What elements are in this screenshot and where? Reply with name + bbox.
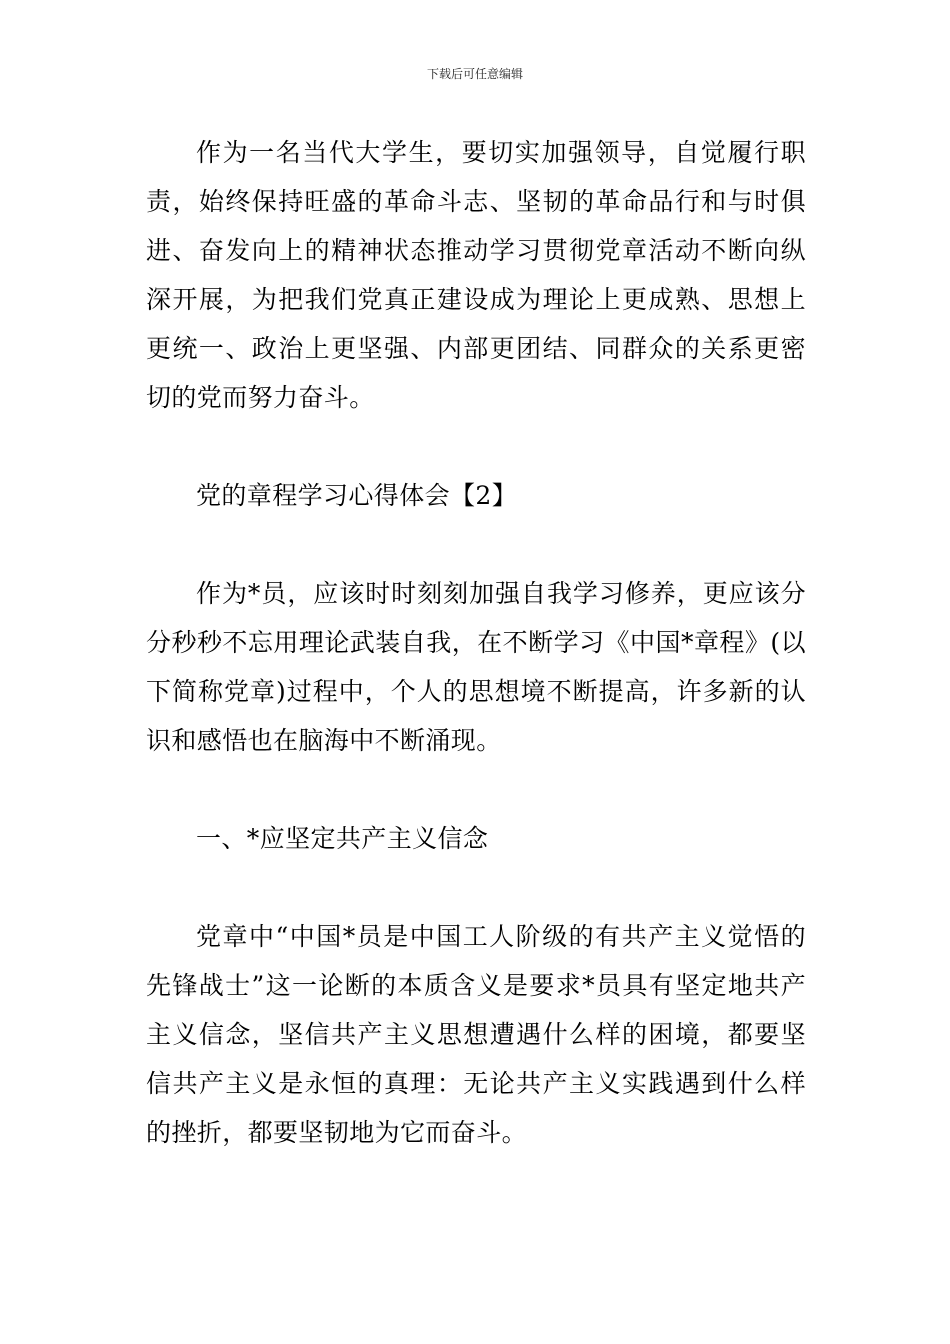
paragraph-gap: [146, 422, 806, 471]
paragraph-gap: [146, 520, 806, 569]
paragraph-study: 作为*员，应该时时刻刻加强自我学习修养，更应该分分秒秒不忘用理论武装自我，在不断学习《中国*章程》(以下简称党章)过程中，个人的思想境不断提高，许多新的认识和感悟也在脑海中不断涌现。: [146, 579, 806, 755]
paragraph-gap: [146, 765, 806, 814]
paragraph-gap: [146, 863, 806, 912]
subheading-belief: 一、*应坚定共产主义信念: [196, 824, 489, 853]
header-note: 下载后可任意编辑: [426, 67, 523, 81]
paragraph-belief: 党章中“中国*员是中国工人阶级的有共产主义觉悟的先锋战士”这一论断的本质含义是要求*员具有坚定地共产主义信念，坚信共产主义思想遭遇什么样的困境，都要坚信共产主义是永恒的真理：无论共产主义实践遇到什么样的挫折，都要坚韧地为它而奋斗。: [146, 922, 806, 1147]
section-title: 党的章程学习心得体会【2】: [196, 481, 518, 510]
document-body: [146, 128, 806, 1157]
paragraph-intro: 作为一名当代大学生，要切实加强领导，自觉履行职责，始终保持旺盛的革命斗志、坚韧的革命品行和与时俱进、奋发向上的精神状态推动学习贯彻党章活动不断向纵深开展，为把我们党真正建设成为理论上更成熟、思想上更统一、政治上更坚强、内部更团结、同群众的关系更密切的党而努力奋斗。: [146, 138, 806, 412]
